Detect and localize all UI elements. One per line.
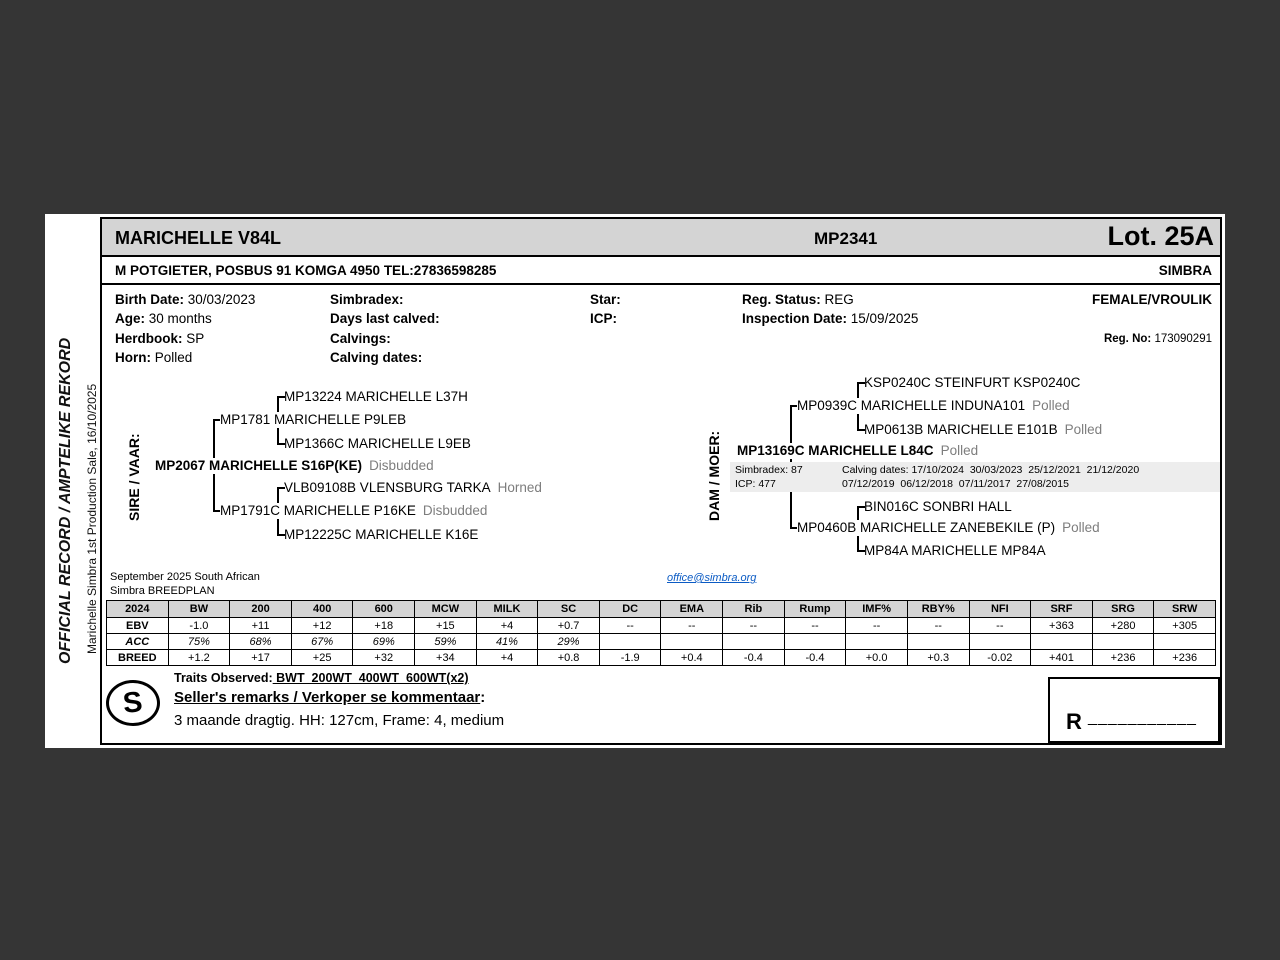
table-cell: +12: [291, 618, 353, 634]
traits-observed-values: BWT 200WT 400WT 600WT(x2): [272, 671, 469, 685]
table-cell: [1092, 634, 1154, 650]
table-cell: RBY%: [907, 601, 969, 618]
table-cell: 2024: [107, 601, 169, 618]
pedigree-entry: [284, 480, 542, 496]
seller-remarks-label: Seller's remarks / Verkoper se kommentaar: [174, 689, 481, 706]
animal-id: MP2341: [814, 229, 878, 248]
icp-field: [590, 311, 617, 326]
table-cell: 75%: [168, 634, 230, 650]
table-cell: --: [599, 618, 661, 634]
table-cell: [907, 634, 969, 650]
reg-status-value: REG: [824, 292, 854, 307]
ebv-row: [107, 618, 1216, 634]
pedigree-horn-note: Polled: [1062, 520, 1100, 535]
star-label: Star:: [590, 292, 621, 307]
age-label: Age:: [115, 311, 145, 326]
calvings-field: [330, 331, 391, 346]
pedigree-animal-name: VLB09108B VLENSBURG TARKA: [284, 480, 491, 495]
birth-date-label: Birth Date:: [115, 292, 185, 307]
table-cell: -1.9: [599, 650, 661, 666]
table-cell: SRF: [1031, 601, 1093, 618]
table-cell: SC: [538, 601, 600, 618]
table-cell: +236: [1154, 650, 1216, 666]
pedigree-horn-note: Polled: [1032, 398, 1070, 413]
table-cell: +17: [230, 650, 292, 666]
simbra-logo: [106, 680, 160, 726]
pedigree-horn-note: Polled: [1064, 422, 1103, 437]
pedigree-entry: [220, 412, 417, 428]
table-cell: [1031, 634, 1093, 650]
table-cell: +11: [230, 618, 292, 634]
table-cell: 41%: [476, 634, 538, 650]
table-cell: SRG: [1092, 601, 1154, 618]
birth-date-field: [115, 292, 255, 307]
table-cell: --: [723, 618, 785, 634]
dam-section-label: DAM / MOER:: [706, 430, 722, 521]
pedigree-entry: [797, 398, 1074, 414]
table-cell: +0.3: [907, 650, 969, 666]
acc-row: [107, 634, 1216, 650]
email-link[interactable]: office@simbra.org: [667, 572, 757, 584]
table-cell: +0.8: [538, 650, 600, 666]
pedigree-entry: [864, 422, 1102, 438]
table-cell: +4: [476, 650, 538, 666]
table-cell: +0.7: [538, 618, 600, 634]
table-cell: -0.02: [969, 650, 1031, 666]
pedigree-horn-note: Polled: [940, 443, 979, 458]
inspection-date-label: Inspection Date:: [742, 311, 848, 326]
table-cell: +1.2: [168, 650, 230, 666]
pedigree-entry: [864, 499, 1019, 515]
calvings-label: Calvings:: [330, 331, 391, 346]
table-cell: +401: [1031, 650, 1093, 666]
traits-observed: [174, 671, 469, 685]
ebv-table-header-row: [107, 601, 1216, 618]
pedigree-entry-sire: [155, 458, 438, 474]
table-cell: 200: [230, 601, 292, 618]
table-cell: [661, 634, 723, 650]
table-cell: -1.0: [168, 618, 230, 634]
lot-number: Lot. 25A: [1107, 221, 1214, 251]
dam-icp: ICP: 477: [735, 478, 776, 490]
table-cell: EMA: [661, 601, 723, 618]
document-header: [102, 219, 1220, 257]
dam-calving-dates-line2: 07/12/2019 06/12/2018 07/11/2017 27/08/2015: [842, 478, 1069, 490]
table-cell: BREED: [107, 650, 169, 666]
table-cell: BW: [168, 601, 230, 618]
pedigree-entry: [284, 389, 475, 405]
official-record-vertical-label: OFFICIAL RECORD / AMPTELIKE REKORD: [57, 337, 74, 664]
table-cell: +0.0: [846, 650, 908, 666]
table-cell: 29%: [538, 634, 600, 650]
pedigree-animal-name: MP0460B MARICHELLE ZANEBEKILE (P): [797, 520, 1056, 535]
table-cell: NFI: [969, 601, 1031, 618]
pedigree-horn-note: Horned: [497, 480, 542, 495]
table-cell: [1154, 634, 1216, 650]
pedigree-horn-note: Disbudded: [369, 458, 434, 473]
table-cell: 600: [353, 601, 415, 618]
horn-field: [115, 350, 192, 365]
calving-dates-label: Calving dates:: [330, 350, 423, 365]
animal-name: MARICHELLE V84L: [115, 228, 282, 248]
breedplan-note-line2: Simbra BREEDPLAN: [110, 585, 215, 597]
table-cell: +18: [353, 618, 415, 634]
pedigree-entry: [797, 520, 1104, 536]
pedigree-animal-name: MP1366C MARICHELLE L9EB: [284, 436, 471, 451]
table-cell: --: [846, 618, 908, 634]
simbradex-field: [330, 292, 404, 307]
reg-status-field: [742, 292, 854, 307]
lot-document: [100, 217, 1222, 745]
pedigree-entry: [864, 375, 1087, 391]
catalog-sheet: [45, 214, 1225, 748]
price-currency-label: R: [1066, 709, 1082, 734]
pedigree-entry: [284, 527, 485, 543]
seller-remarks-colon: :: [480, 689, 486, 706]
horn-label: Horn:: [115, 350, 151, 365]
table-cell: +25: [291, 650, 353, 666]
table-cell: Rib: [723, 601, 785, 618]
pedigree-animal-name: MP13224 MARICHELLE L37H: [284, 389, 468, 404]
days-last-calved-label: Days last calved:: [330, 311, 440, 326]
table-cell: --: [784, 618, 846, 634]
table-cell: --: [969, 618, 1031, 634]
table-cell: +34: [415, 650, 477, 666]
table-cell: +363: [1031, 618, 1093, 634]
table-cell: --: [907, 618, 969, 634]
pedigree-entry-dam: [737, 443, 982, 459]
table-cell: IMF%: [846, 601, 908, 618]
table-cell: 400: [291, 601, 353, 618]
table-cell: ACC: [107, 634, 169, 650]
table-cell: --: [661, 618, 723, 634]
herdbook-field: [115, 331, 204, 346]
pedigree-animal-name: MP0939C MARICHELLE INDUNA101: [797, 398, 1026, 413]
pedigree-animal-name: MP1781 MARICHELLE P9LEB: [220, 412, 407, 427]
table-cell: SRW: [1154, 601, 1216, 618]
pedigree-entry: [864, 543, 1053, 559]
table-cell: DC: [599, 601, 661, 618]
table-cell: +236: [1092, 650, 1154, 666]
table-cell: +0.4: [661, 650, 723, 666]
herdbook-value: SP: [186, 331, 205, 346]
table-cell: -0.4: [784, 650, 846, 666]
star-field: [590, 292, 621, 307]
price-box: [1048, 677, 1220, 743]
calving-dates-field: [330, 350, 422, 365]
seller-remarks-text: 3 maande dragtig. HH: 127cm, Frame: 4, medium: [174, 712, 505, 729]
age-value: 30 months: [148, 311, 212, 326]
sale-name-vertical-label: Marichelle Simbra 1st Production Sale, 16/10/2025: [85, 383, 99, 654]
pedigree-animal-name: MP2067 MARICHELLE S16P(KE): [155, 458, 363, 473]
reg-status-label: Reg. Status:: [742, 292, 821, 307]
table-cell: [784, 634, 846, 650]
reg-no-value: 173090291: [1154, 333, 1212, 345]
table-cell: +15: [415, 618, 477, 634]
breed-avg-row: [107, 650, 1216, 666]
owner-bar: [102, 257, 1220, 285]
dam-calving-dates-line1: Calving dates: 17/10/2024 30/03/2023 25/12/2021 21/12/2020: [842, 464, 1140, 476]
pedigree-animal-name: MP84A MARICHELLE MP84A: [864, 543, 1046, 558]
table-cell: EBV: [107, 618, 169, 634]
reg-no-field: [1104, 333, 1212, 345]
breed-name: SIMBRA: [1158, 263, 1212, 278]
pedigree-animal-name: KSP0240C STEINFURT KSP0240C: [864, 375, 1081, 390]
reg-no-label: Reg. No:: [1103, 333, 1152, 345]
table-cell: [846, 634, 908, 650]
table-cell: Rump: [784, 601, 846, 618]
price-blank-line: ___________: [1088, 709, 1197, 726]
table-cell: +280: [1092, 618, 1154, 634]
birth-date-value: 30/03/2023: [187, 292, 256, 307]
inspection-date-field: [742, 311, 918, 326]
table-cell: 59%: [415, 634, 477, 650]
seller-remarks-heading: [174, 689, 485, 706]
pedigree-animal-name: MP1791C MARICHELLE P16KE: [220, 503, 416, 518]
days-last-calved-field: [330, 311, 440, 326]
herdbook-label: Herdbook:: [115, 331, 183, 346]
pedigree-animal-name: MP0613B MARICHELLE E101B: [864, 422, 1058, 437]
traits-observed-label: Traits Observed:: [174, 671, 273, 685]
table-cell: [723, 634, 785, 650]
table-cell: 67%: [291, 634, 353, 650]
sex-label: FEMALE/VROULIK: [1092, 292, 1212, 307]
table-cell: 69%: [353, 634, 415, 650]
horn-value: Polled: [154, 350, 193, 365]
dam-stats-box: [730, 462, 1220, 492]
owner-contact: M POTGIETER, POSBUS 91 KOMGA 4950 TEL:27836598285: [115, 263, 497, 278]
simbra-logo-letter: S: [121, 686, 145, 720]
breedplan-note-line1: September 2025 South African: [110, 571, 260, 583]
table-cell: MCW: [415, 601, 477, 618]
pedigree-entry: [284, 436, 478, 452]
table-cell: +32: [353, 650, 415, 666]
dam-simbradex: Simbradex: 87: [735, 464, 803, 476]
age-field: [115, 311, 212, 326]
table-cell: +4: [476, 618, 538, 634]
table-cell: -0.4: [723, 650, 785, 666]
sire-section-label: SIRE / VAAR:: [126, 433, 142, 521]
inspection-date-value: 15/09/2025: [850, 311, 919, 326]
simbradex-label: Simbradex:: [330, 292, 404, 307]
icp-label: ICP:: [590, 311, 617, 326]
table-cell: [599, 634, 661, 650]
table-cell: +305: [1154, 618, 1216, 634]
pedigree-horn-note: Disbudded: [422, 503, 488, 518]
pedigree-animal-name: MP13169C MARICHELLE L84C: [737, 443, 934, 458]
table-cell: [969, 634, 1031, 650]
ebv-table: [106, 600, 1216, 666]
pedigree-animal-name: MP12225C MARICHELLE K16E: [284, 527, 479, 542]
pedigree-animal-name: BIN016C SONBRI HALL: [864, 499, 1012, 514]
table-cell: 68%: [230, 634, 292, 650]
table-cell: MILK: [476, 601, 538, 618]
pedigree-entry: [220, 503, 491, 519]
